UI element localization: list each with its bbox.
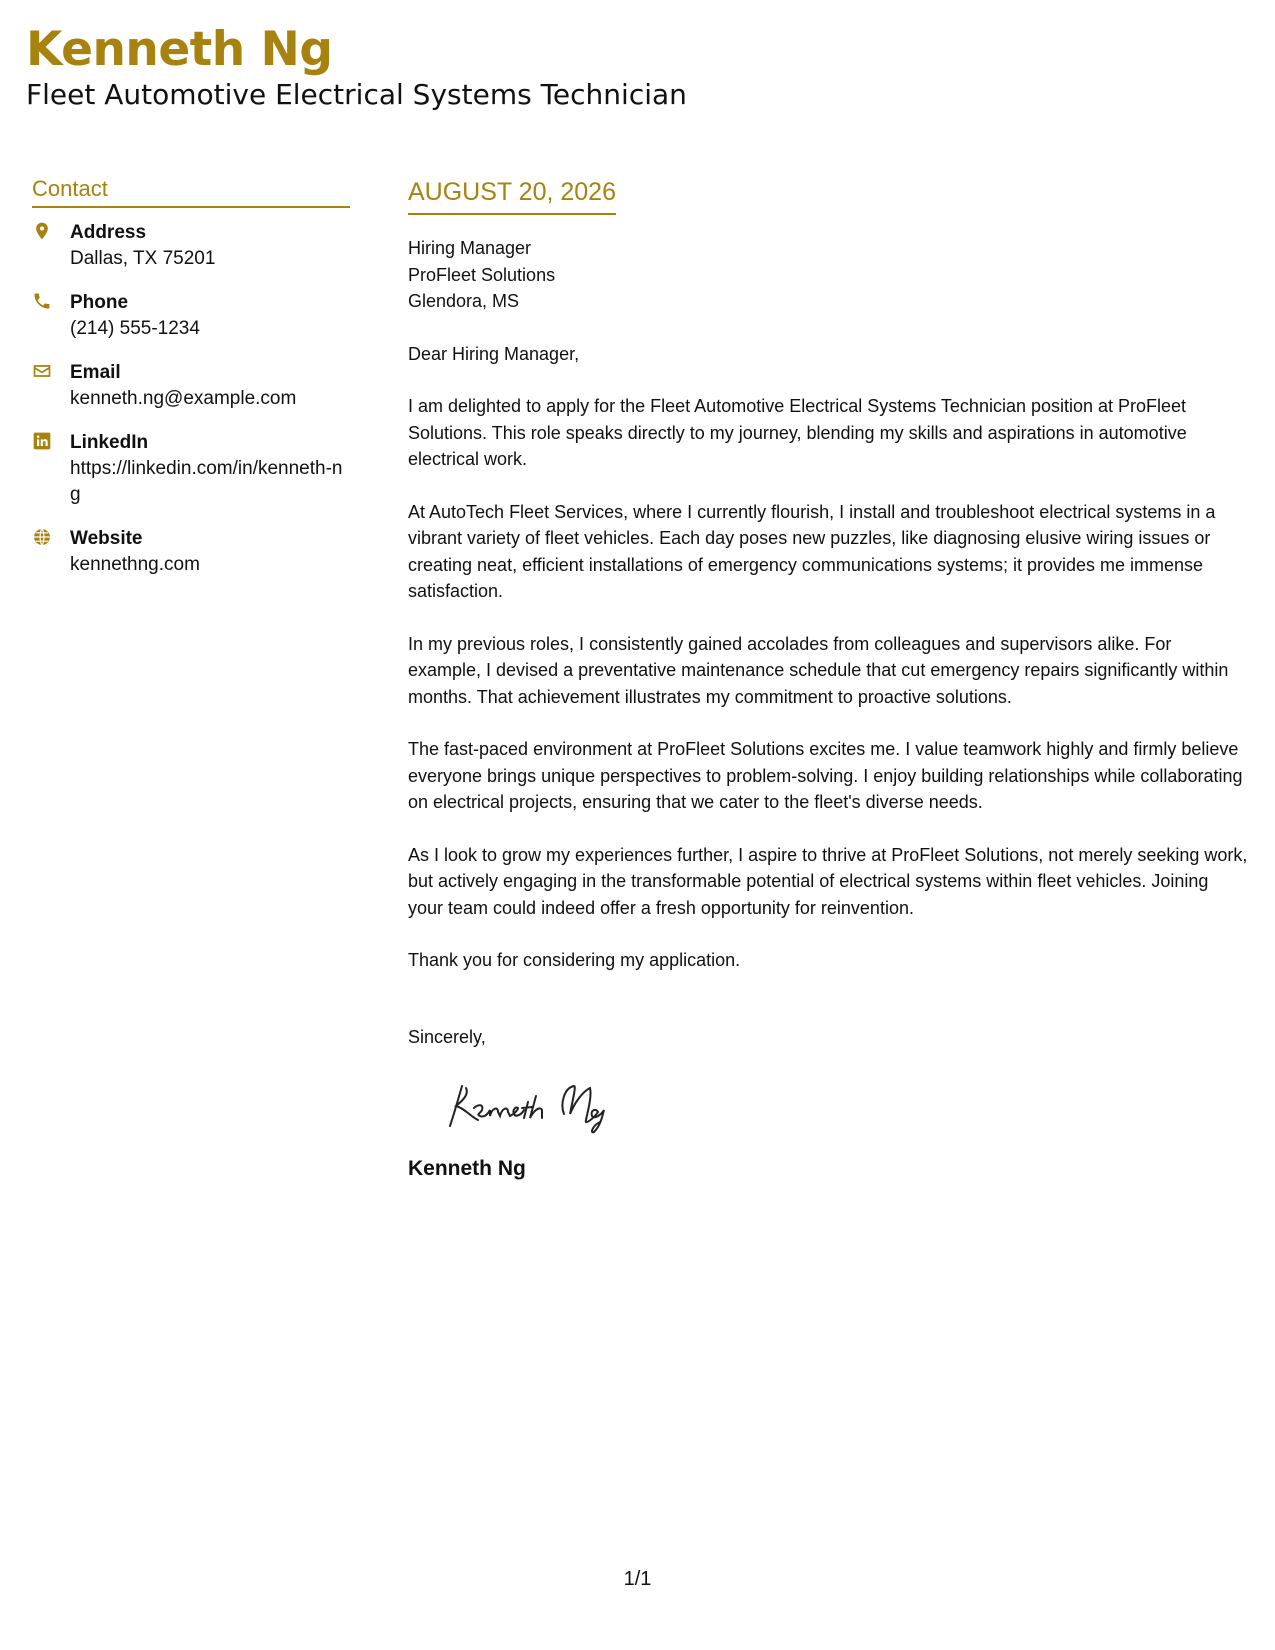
paragraph: I am delighted to apply for the Fleet Automotive Electrical Systems Technician position at ProFleet Solutions. This role speaks directly to my journey, blending my skills and aspirations in automotive electrical work.: [408, 396, 1187, 469]
address-value: Dallas, TX 75201: [70, 248, 216, 269]
contact-item-linkedin: [32, 430, 350, 508]
letter-date: AUGUST 20, 2026: [408, 178, 616, 215]
contact-label: Email: [70, 362, 121, 383]
applicant-name: Kenneth Ng: [26, 22, 333, 77]
paragraph: The fast-paced environment at ProFleet Solutions excites me. I value teamwork highly and firmly believe everyone brings unique perspectives to problem-solving. I enjoy building relationships while collaborating on electrical projects, ensuring that we cater to the fleet's diverse needs.: [408, 739, 1243, 812]
job-title: Fleet Automotive Electrical Systems Technician: [26, 77, 687, 111]
letter-body: [408, 178, 1248, 1181]
paragraph: As I look to grow my experiences further, I aspire to thrive at ProFleet Solutions, not merely seeking work, but actively engaging in the transformable potential of electrical systems within fleet vehicles. Joining your team could indeed offer a fresh opportunity for reinvention.: [408, 844, 1248, 918]
contact-label: Phone: [70, 292, 129, 313]
contact-item-website: [32, 526, 350, 578]
globe-icon: [32, 526, 70, 578]
envelope-icon: [32, 360, 70, 412]
email-value[interactable]: kenneth.ng@example.com: [70, 388, 297, 409]
recipient-block: [408, 235, 1248, 315]
contact-sidebar: [32, 176, 350, 596]
page-number: 1/1: [623, 1568, 652, 1590]
handwritten-signature: [444, 1074, 644, 1134]
salutation: Dear Hiring Manager,: [408, 343, 580, 364]
website-value[interactable]: kennethng.com: [70, 554, 200, 575]
recipient-line: Glendora, MS: [408, 291, 520, 311]
map-pin-icon: [32, 220, 70, 272]
recipient-line: ProFleet Solutions: [408, 264, 556, 285]
paragraph: In my previous roles, I consistently gained accolades from colleagues and supervisors alike. For example, I devised a preventative maintenance schedule that cut emergency repairs significantly within months. That achievement illustrates my commitment to proactive solutions.: [408, 633, 1229, 707]
contact-item-phone: [32, 290, 350, 342]
signer-name: Kenneth Ng: [408, 1157, 526, 1180]
header: [26, 24, 687, 111]
recipient-line: Hiring Manager: [408, 238, 532, 258]
linkedin-value[interactable]: https://linkedin.com/in/kenneth-ng: [70, 458, 343, 505]
paragraph: At AutoTech Fleet Services, where I currently flourish, I install and troubleshoot electrical systems in a vibrant variety of fleet vehicles. Each day poses new puzzles, like diagnosing elusive wiring issues or creating neat, efficient installations of emergency communications systems; it provides me immense satisfaction.: [408, 501, 1216, 601]
linkedin-icon: [32, 430, 70, 508]
paragraph: Thank you for considering my application.: [408, 950, 741, 970]
phone-value: (214) 555-1234: [70, 318, 200, 339]
contact-item-address: [32, 220, 350, 272]
contact-item-email: [32, 360, 350, 412]
contact-label: Address: [70, 222, 147, 243]
contact-heading: Contact: [32, 176, 350, 208]
contact-label: LinkedIn: [70, 432, 149, 453]
closing: Sincerely,: [408, 1026, 486, 1047]
contact-label: Website: [70, 528, 143, 549]
phone-icon: [32, 290, 70, 342]
